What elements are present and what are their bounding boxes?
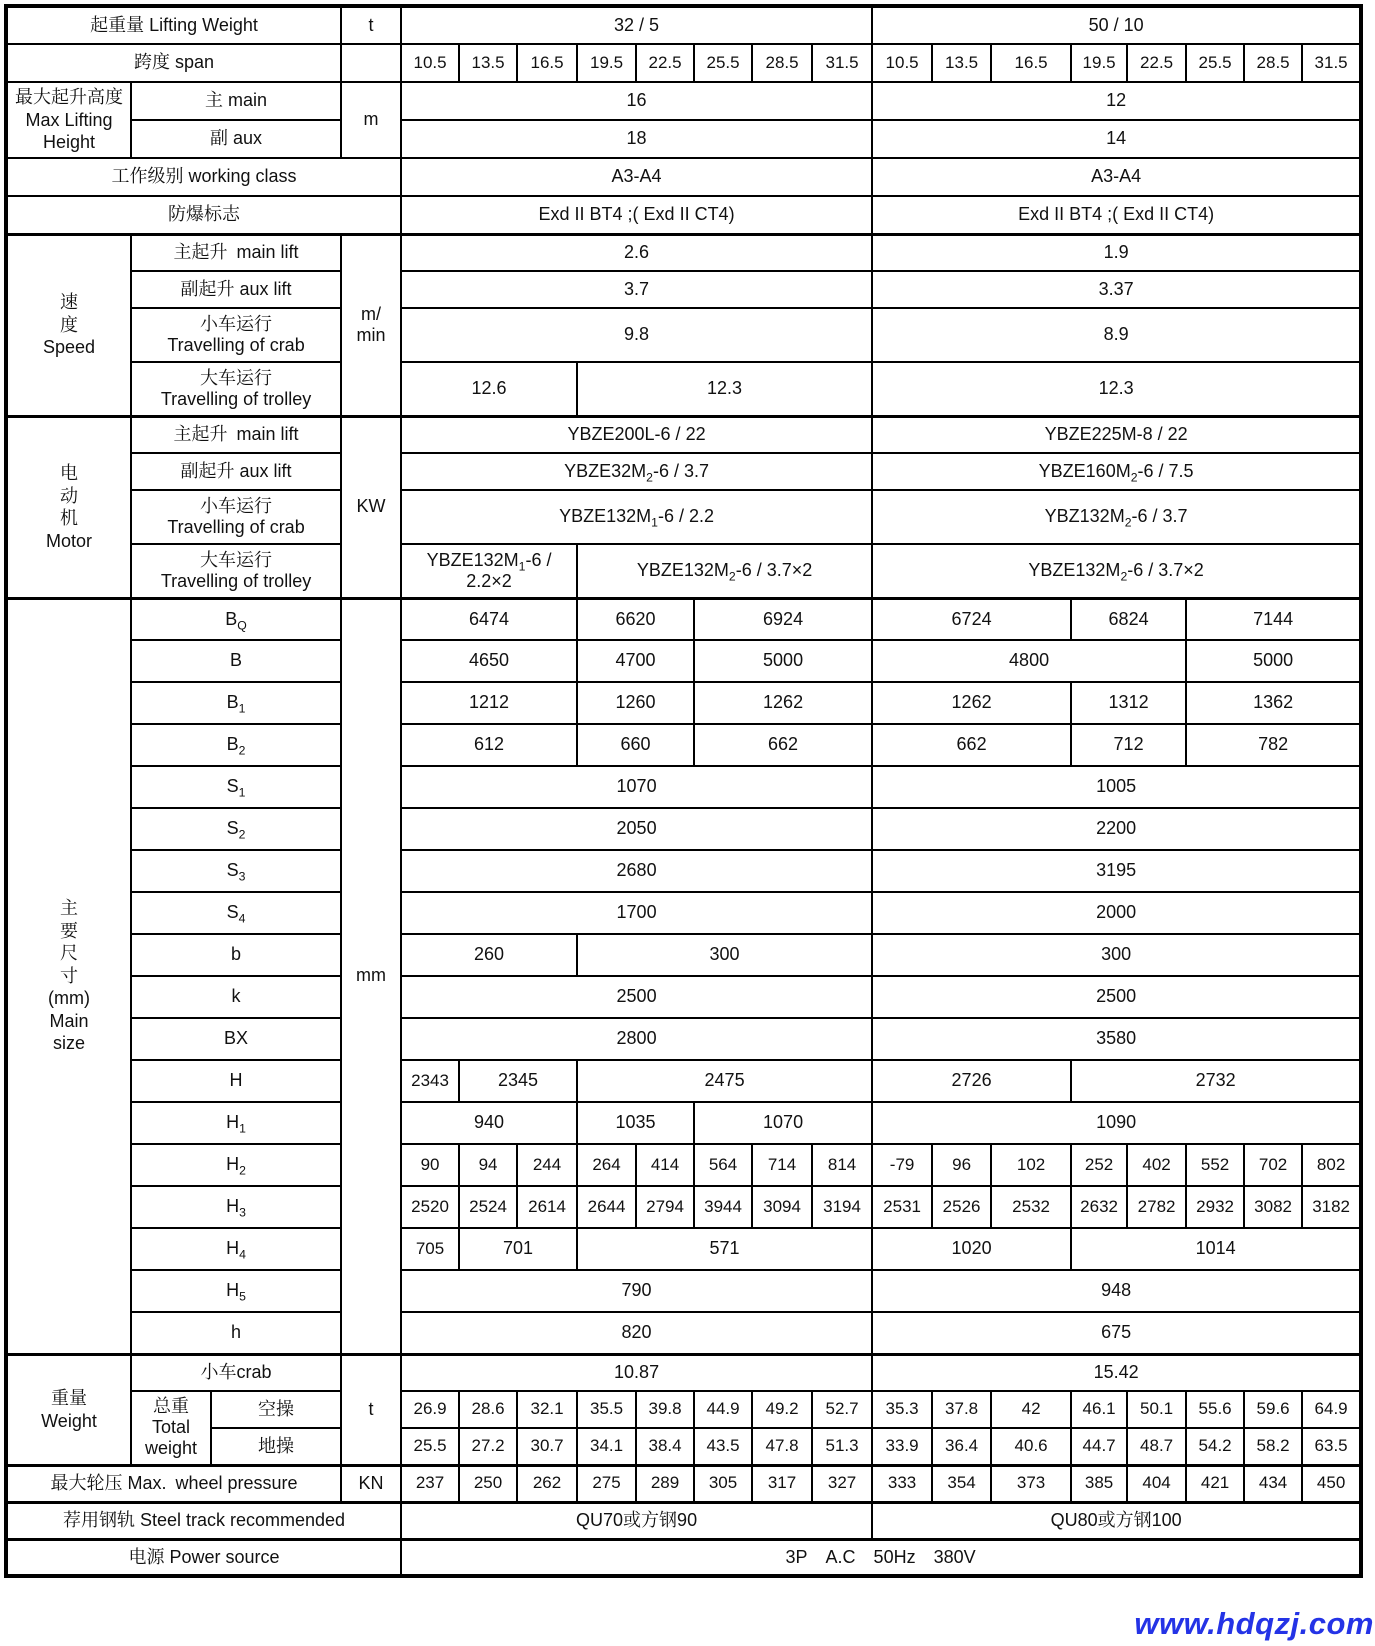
size-s1-1: 1005 (872, 766, 1361, 808)
size-b1-3: 1262 (872, 682, 1071, 724)
weight-crab-g2: 15.42 (872, 1354, 1361, 1391)
size-h3-2: 2614 (517, 1186, 577, 1228)
size-h3-12: 2782 (1127, 1186, 1186, 1228)
size-h3-11: 2632 (1071, 1186, 1127, 1228)
span-g2-6: 28.5 (1244, 44, 1302, 82)
weight-ground-5: 43.5 (694, 1428, 752, 1465)
max-height-aux-g1: 18 (401, 120, 872, 158)
weight-ground-6: 47.8 (752, 1428, 812, 1465)
weight-ground-7: 51.3 (812, 1428, 872, 1465)
size-h2-2: 244 (517, 1144, 577, 1186)
span-g2-2: 16.5 (991, 44, 1071, 82)
weight-ground-11: 44.7 (1071, 1428, 1127, 1465)
span-g2-4: 22.5 (1127, 44, 1186, 82)
size-b-4: 5000 (1186, 640, 1361, 682)
speed-trolley-g1a: 12.6 (401, 362, 577, 416)
size-b1-label: $B_1$ (131, 682, 341, 724)
size-h2-12: 402 (1127, 1144, 1186, 1186)
size-h3-0: 2520 (401, 1186, 459, 1228)
wheel-pressure-14: 434 (1244, 1465, 1302, 1502)
lifting-weight-g1: 32 / 5 (401, 6, 872, 44)
speed-crab-g2: 8.9 (872, 308, 1361, 362)
steel-track-g2: QU80或方钢100 (872, 1502, 1361, 1539)
wheel-pressure-6: 317 (752, 1465, 812, 1502)
size-b1-4: 1312 (1071, 682, 1186, 724)
working-class-label: 工作级别 working class (6, 158, 401, 196)
size-h2-0: 90 (401, 1144, 459, 1186)
wheel-pressure-label: 最大轮压 Max. wheel pressure (6, 1465, 341, 1502)
wheel-pressure-15: 450 (1302, 1465, 1361, 1502)
size-h3-7: 3194 (812, 1186, 872, 1228)
explosion-proof-g2: Exd II BT4 ;( Exd II CT4) (872, 196, 1361, 234)
size-h2-7: 814 (812, 1144, 872, 1186)
motor-crab-label: 小车运行 Travelling of crab (131, 490, 341, 544)
size-h2-6: 714 (752, 1144, 812, 1186)
weight-crab-g1: 10.87 (401, 1354, 872, 1391)
size-h3-13: 2932 (1186, 1186, 1244, 1228)
speed-aux-g2: 3.37 (872, 271, 1361, 308)
lifting-weight-label: 起重量 Lifting Weight (6, 6, 341, 44)
motor-aux-g1: $YBZE32M_2-6 / 3.7$ (401, 453, 872, 490)
wheel-pressure-8: 333 (872, 1465, 932, 1502)
size-h2-3: 264 (577, 1144, 636, 1186)
weight-ground-0: 25.5 (401, 1428, 459, 1465)
size-h-low-label: h (131, 1312, 341, 1354)
size-b-3: 4800 (872, 640, 1186, 682)
size-b2-5: 782 (1186, 724, 1361, 766)
size-b1-5: 1362 (1186, 682, 1361, 724)
size-b-label: B (131, 640, 341, 682)
size-h5-label: $H_5$ (131, 1270, 341, 1312)
motor-aux-label: 副起升 aux lift (131, 453, 341, 490)
speed-aux-g1: 3.7 (401, 271, 872, 308)
size-b2-1: 660 (577, 724, 694, 766)
max-height-category: 最大起升高度 Max Lifting Height (6, 82, 131, 158)
span-g2-1: 13.5 (932, 44, 991, 82)
size-h3-9: 2526 (932, 1186, 991, 1228)
size-bq-0: 6474 (401, 598, 577, 640)
size-b1-1: 1260 (577, 682, 694, 724)
weight-ground-12: 48.7 (1127, 1428, 1186, 1465)
weight-unit: t (341, 1354, 401, 1465)
span-g1-4: 22.5 (636, 44, 694, 82)
size-h2-1: 94 (459, 1144, 517, 1186)
max-height-main-label: 主 main (131, 82, 341, 120)
motor-aux-g2: $YBZE160M_2-6 / 7.5$ (872, 453, 1361, 490)
weight-ground-15: 63.5 (1302, 1428, 1361, 1465)
weight-empty-14: 59.6 (1244, 1391, 1302, 1428)
speed-unit: m/ min (341, 234, 401, 416)
span-g1-5: 25.5 (694, 44, 752, 82)
wheel-pressure-9: 354 (932, 1465, 991, 1502)
motor-crab-g1: $YBZE132M_1-6 / 2.2$ (401, 490, 872, 544)
weight-ground-14: 58.2 (1244, 1428, 1302, 1465)
weight-empty-3: 35.5 (577, 1391, 636, 1428)
wheel-pressure-0: 237 (401, 1465, 459, 1502)
max-height-main-g2: 12 (872, 82, 1361, 120)
size-b2-label: $B_2$ (131, 724, 341, 766)
motor-crab-g2: $YBZ132M_2-6 / 3.7$ (872, 490, 1361, 544)
weight-empty-op-label: 空操 (211, 1391, 341, 1428)
size-s2-1: 2200 (872, 808, 1361, 850)
size-h3-3: 2644 (577, 1186, 636, 1228)
size-b-low-1: 300 (577, 934, 872, 976)
size-h3-15: 3182 (1302, 1186, 1361, 1228)
speed-crab-g1: 9.8 (401, 308, 872, 362)
size-h3-1: 2524 (459, 1186, 517, 1228)
wheel-pressure-4: 289 (636, 1465, 694, 1502)
size-b2-3: 662 (872, 724, 1071, 766)
wheel-pressure-2: 262 (517, 1465, 577, 1502)
span-label: 跨度 span (6, 44, 341, 82)
power-source-value: 3P A.C 50Hz 380V (401, 1539, 1361, 1576)
wheel-pressure-3: 275 (577, 1465, 636, 1502)
weight-crab-label: 小车crab (131, 1354, 341, 1391)
size-k-0: 2500 (401, 976, 872, 1018)
size-bq-4: 6824 (1071, 598, 1186, 640)
motor-main-g1: YBZE200L-6 / 22 (401, 416, 872, 453)
wheel-pressure-7: 327 (812, 1465, 872, 1502)
size-s2-label: $S_2$ (131, 808, 341, 850)
size-h-low-0: 820 (401, 1312, 872, 1354)
speed-trolley-g2: 12.3 (872, 362, 1361, 416)
weight-empty-12: 50.1 (1127, 1391, 1186, 1428)
span-unit-empty (341, 44, 401, 82)
motor-trolley-g2: $YBZE132M_2-6 / 3.7\times 2$ (872, 544, 1361, 598)
size-h2-10: 102 (991, 1144, 1071, 1186)
steel-track-g1: QU70或方钢90 (401, 1502, 872, 1539)
size-s4-1: 2000 (872, 892, 1361, 934)
weight-empty-7: 52.7 (812, 1391, 872, 1428)
size-h3-14: 3082 (1244, 1186, 1302, 1228)
size-h-1: 2345 (459, 1060, 577, 1102)
size-b1-2: 1262 (694, 682, 872, 724)
size-h-2: 2475 (577, 1060, 872, 1102)
size-h2-4: 414 (636, 1144, 694, 1186)
size-s3-0: 2680 (401, 850, 872, 892)
weight-ground-4: 38.4 (636, 1428, 694, 1465)
speed-crab-label: 小车运行 Travelling of crab (131, 308, 341, 362)
speed-aux-label: 副起升 aux lift (131, 271, 341, 308)
weight-empty-4: 39.8 (636, 1391, 694, 1428)
speed-category: 速 度 Speed (6, 234, 131, 416)
size-s1-label: $S_1$ (131, 766, 341, 808)
weight-ground-op-label: 地操 (211, 1428, 341, 1465)
size-h4-4: 1014 (1071, 1228, 1361, 1270)
span-g2-7: 31.5 (1302, 44, 1361, 82)
size-h4-3: 1020 (872, 1228, 1071, 1270)
working-class-g2: A3-A4 (872, 158, 1361, 196)
weight-total-label: 总重 Total weight (131, 1391, 211, 1465)
weight-empty-2: 32.1 (517, 1391, 577, 1428)
size-unit: mm (341, 598, 401, 1354)
size-s2-0: 2050 (401, 808, 872, 850)
size-s4-label: $S_4$ (131, 892, 341, 934)
size-b1-0: 1212 (401, 682, 577, 724)
weight-ground-9: 36.4 (932, 1428, 991, 1465)
span-g2-5: 25.5 (1186, 44, 1244, 82)
lifting-weight-unit: t (341, 6, 401, 44)
span-g1-6: 28.5 (752, 44, 812, 82)
motor-main-g2: YBZE225M-8 / 22 (872, 416, 1361, 453)
size-h1-label: $H_1$ (131, 1102, 341, 1144)
motor-trolley-label: 大车运行 Travelling of trolley (131, 544, 341, 598)
wheel-pressure-10: 373 (991, 1465, 1071, 1502)
explosion-proof-g1: Exd II BT4 ;( Exd II CT4) (401, 196, 872, 234)
max-height-aux-label: 副 aux (131, 120, 341, 158)
size-b-1: 4700 (577, 640, 694, 682)
speed-main-g2: 1.9 (872, 234, 1361, 271)
size-h1-3: 1090 (872, 1102, 1361, 1144)
size-bq-3: 6724 (872, 598, 1071, 640)
steel-track-label: 荐用钢轨 Steel track recommended (6, 1502, 401, 1539)
size-h-4: 2732 (1071, 1060, 1361, 1102)
wheel-pressure-11: 385 (1071, 1465, 1127, 1502)
max-height-aux-g2: 14 (872, 120, 1361, 158)
motor-trolley-g1b: $YBZE132M_2-6 / 3.7\times 2$ (577, 544, 872, 598)
size-b-0: 4650 (401, 640, 577, 682)
size-h3-10: 2532 (991, 1186, 1071, 1228)
span-g1-1: 13.5 (459, 44, 517, 82)
motor-trolley-g1a: $YBZE132M_1-6$ / 2.2×2 (401, 544, 577, 598)
span-g2-0: 10.5 (872, 44, 932, 82)
weight-category: 重量 Weight (6, 1354, 131, 1465)
weight-empty-0: 26.9 (401, 1391, 459, 1428)
size-h4-0: 705 (401, 1228, 459, 1270)
size-k-label: k (131, 976, 341, 1018)
span-g1-0: 10.5 (401, 44, 459, 82)
size-h2-5: 564 (694, 1144, 752, 1186)
size-b2-4: 712 (1071, 724, 1186, 766)
span-g2-3: 19.5 (1071, 44, 1127, 82)
wheel-pressure-13: 421 (1186, 1465, 1244, 1502)
size-h3-8: 2531 (872, 1186, 932, 1228)
motor-category: 电 动 机 Motor (6, 416, 131, 598)
speed-main-label: 主起升 main lift (131, 234, 341, 271)
wheel-pressure-12: 404 (1127, 1465, 1186, 1502)
size-s1-0: 1070 (401, 766, 872, 808)
size-b-low-2: 300 (872, 934, 1361, 976)
size-bx-label: BX (131, 1018, 341, 1060)
size-h5-1: 948 (872, 1270, 1361, 1312)
weight-empty-11: 46.1 (1071, 1391, 1127, 1428)
weight-ground-1: 27.2 (459, 1428, 517, 1465)
size-s3-1: 3195 (872, 850, 1361, 892)
size-s3-label: $S_3$ (131, 850, 341, 892)
weight-empty-9: 37.8 (932, 1391, 991, 1428)
size-h2-15: 802 (1302, 1144, 1361, 1186)
motor-main-label: 主起升 main lift (131, 416, 341, 453)
wheel-pressure-5: 305 (694, 1465, 752, 1502)
weight-empty-10: 42 (991, 1391, 1071, 1428)
size-h3-6: 3094 (752, 1186, 812, 1228)
size-bq-label: $B_Q$ (131, 598, 341, 640)
size-h1-2: 1070 (694, 1102, 872, 1144)
size-h-low-1: 675 (872, 1312, 1361, 1354)
size-h3-4: 2794 (636, 1186, 694, 1228)
size-h-0: 2343 (401, 1060, 459, 1102)
size-b-2: 5000 (694, 640, 872, 682)
size-s4-0: 1700 (401, 892, 872, 934)
weight-empty-15: 64.9 (1302, 1391, 1361, 1428)
size-h1-1: 1035 (577, 1102, 694, 1144)
size-h2-14: 702 (1244, 1144, 1302, 1186)
wheel-pressure-unit: KN (341, 1465, 401, 1502)
size-h4-1: 701 (459, 1228, 577, 1270)
span-g1-7: 31.5 (812, 44, 872, 82)
watermark-url: www.hdqzj.com (1134, 1606, 1374, 1641)
size-category: 主 要 尺 寸 (mm) Main size (6, 598, 131, 1354)
size-h-label: H (131, 1060, 341, 1102)
size-b-low-label: b (131, 934, 341, 976)
size-h2-8: -79 (872, 1144, 932, 1186)
size-k-1: 2500 (872, 976, 1361, 1018)
speed-trolley-g1b: 12.3 (577, 362, 872, 416)
size-h5-0: 790 (401, 1270, 872, 1312)
size-h4-label: $H_4$ (131, 1228, 341, 1270)
size-h2-label: $H_2$ (131, 1144, 341, 1186)
weight-empty-8: 35.3 (872, 1391, 932, 1428)
size-h2-13: 552 (1186, 1144, 1244, 1186)
weight-ground-3: 34.1 (577, 1428, 636, 1465)
weight-ground-10: 40.6 (991, 1428, 1071, 1465)
size-h-3: 2726 (872, 1060, 1071, 1102)
size-h1-0: 940 (401, 1102, 577, 1144)
weight-empty-1: 28.6 (459, 1391, 517, 1428)
working-class-g1: A3-A4 (401, 158, 872, 196)
size-bx-0: 2800 (401, 1018, 872, 1060)
weight-empty-6: 49.2 (752, 1391, 812, 1428)
wheel-pressure-1: 250 (459, 1465, 517, 1502)
size-bq-2: 6924 (694, 598, 872, 640)
weight-ground-8: 33.9 (872, 1428, 932, 1465)
size-b2-2: 662 (694, 724, 872, 766)
spec-table (4, 4, 1363, 1578)
weight-empty-13: 55.6 (1186, 1391, 1244, 1428)
weight-ground-2: 30.7 (517, 1428, 577, 1465)
size-b-low-0: 260 (401, 934, 577, 976)
speed-trolley-label: 大车运行 Travelling of trolley (131, 362, 341, 416)
power-source-label: 电源 Power source (6, 1539, 401, 1576)
span-g1-3: 19.5 (577, 44, 636, 82)
explosion-proof-label: 防爆标志 (6, 196, 401, 234)
motor-unit: KW (341, 416, 401, 598)
size-h4-2: 571 (577, 1228, 872, 1270)
size-h2-11: 252 (1071, 1144, 1127, 1186)
max-height-main-g1: 16 (401, 82, 872, 120)
size-h3-label: $H_3$ (131, 1186, 341, 1228)
size-h3-5: 3944 (694, 1186, 752, 1228)
max-height-unit: m (341, 82, 401, 158)
lifting-weight-g2: 50 / 10 (872, 6, 1361, 44)
speed-main-g1: 2.6 (401, 234, 872, 271)
size-b2-0: 612 (401, 724, 577, 766)
size-bq-1: 6620 (577, 598, 694, 640)
size-h2-9: 96 (932, 1144, 991, 1186)
weight-empty-5: 44.9 (694, 1391, 752, 1428)
span-g1-2: 16.5 (517, 44, 577, 82)
size-bx-1: 3580 (872, 1018, 1361, 1060)
weight-ground-13: 54.2 (1186, 1428, 1244, 1465)
size-bq-5: 7144 (1186, 598, 1361, 640)
